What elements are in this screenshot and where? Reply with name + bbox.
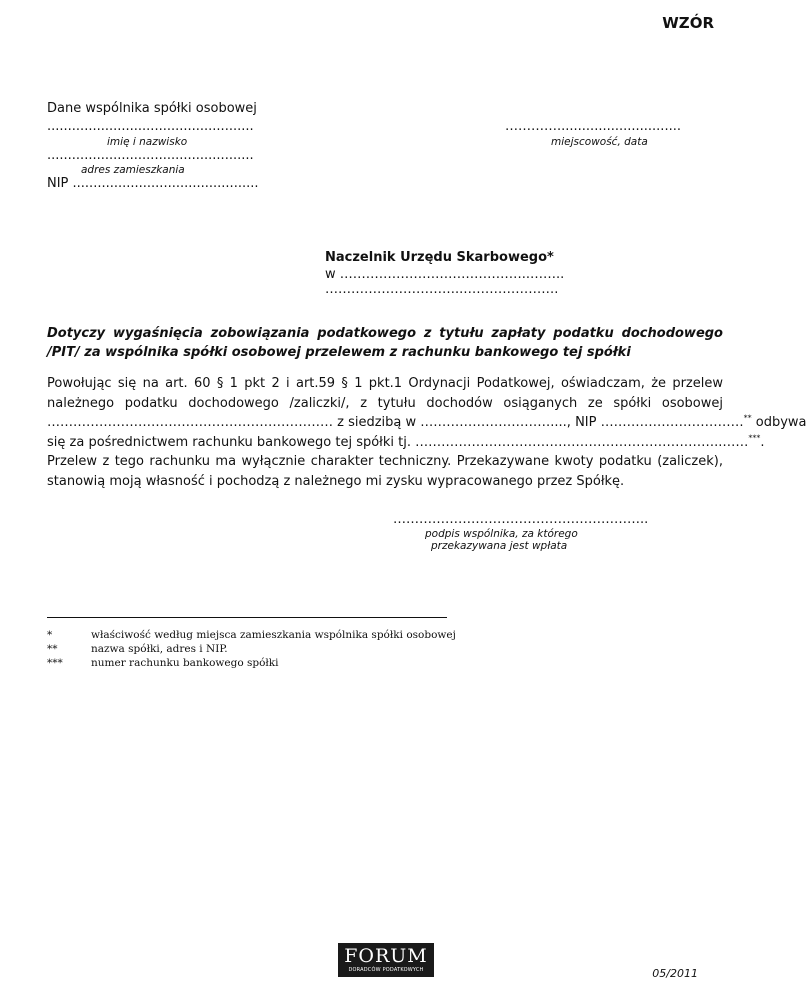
addressee-line2: …………………………..………………….: [325, 282, 559, 297]
logo-name: FORUM: [344, 945, 428, 967]
nip-line: NIP .............................................: [47, 176, 259, 191]
footnote-mark-1: *: [47, 629, 53, 641]
body-line-1: Powołując się na art. 60 § 1 pkt 2 i art.59 § 1 pkt.1 Ordynacji Podatkowej, oświadczam, że przelew: [47, 376, 723, 391]
logo-subtitle: DORADCÓW PODATKOWYCH: [348, 967, 424, 973]
body-line-5: Przelew z tego rachunku ma wyłącznie charakter techniczny. Przekazywane kwoty podatku (zaliczek),: [47, 454, 723, 469]
body-line-3: [47, 413, 807, 433]
addressee-title: Naczelnik Urzędu Skarbowego*: [325, 250, 554, 265]
footnote-ref-2: **: [743, 413, 752, 423]
signature-dots: …………………………………………………..: [393, 512, 649, 527]
partner-heading: Dane wspólnika spółki osobowej: [47, 101, 257, 116]
signature-label-1: podpis wspólnika, za którego: [425, 528, 578, 540]
footnote-mark-2: **: [47, 643, 58, 655]
body-line-3-end: odbywa: [751, 415, 807, 430]
footnote-mark-3: ***: [47, 657, 63, 669]
place-date-label: miejscowość, data: [551, 136, 648, 148]
body-line-4-text: się za pośrednictwem rachunku bankowego tej spółki tj. ……………………………………………………………..……: [47, 434, 749, 450]
footnote-text-1: właściwość według miejsca zamieszkania wspólnika spółki osobowej: [91, 629, 456, 641]
footnote-text-2: nazwa spółki, adres i NIP.: [91, 643, 228, 655]
document-date: 05/2011: [652, 967, 698, 980]
footnote-ref-3: ***: [748, 433, 761, 443]
body-line-2: należnego podatku dochodowego /zaliczki/, z tytułu dochodów osiąganych ze spółki osobowej: [47, 395, 723, 411]
footnote-text-3: numer rachunku bankowego spółki: [91, 657, 279, 669]
body-paragraph: [47, 374, 807, 491]
body-line-4: [47, 433, 765, 453]
name-label: imię i nazwisko: [107, 136, 188, 148]
signature-label-2: przekazywana jest wpłata: [431, 540, 568, 552]
body-line-6: stanowią moją własność i pochodzą z należnego mi zysku wypracowanego przez Spółkę.: [47, 473, 625, 489]
forum-logo: [338, 943, 434, 977]
body-line-4-end: .: [760, 434, 765, 450]
document-title: WZÓR: [662, 14, 714, 32]
address-dots: ..................................................: [47, 148, 254, 163]
address-label: adres zamieszkania: [81, 164, 185, 176]
body-line-3-text: ………………………………………………………… z siedzibą w …………………………...., NIP ……………………………: [47, 415, 744, 430]
footnote-divider: [47, 617, 447, 618]
place-date-dots: …………..............................: [505, 119, 681, 134]
subject-text: Dotyczy wygaśnięcia zobowiązania podatkowego z tytułu zapłaty podatku dochodowego /PIT/ za wspólnika spółki osobowej przelewem z rachunku bankowego tej spółki: [47, 326, 723, 360]
addressee-line1: w ……………………………………..……..: [325, 267, 565, 282]
name-dots: ..................................................: [47, 119, 254, 134]
